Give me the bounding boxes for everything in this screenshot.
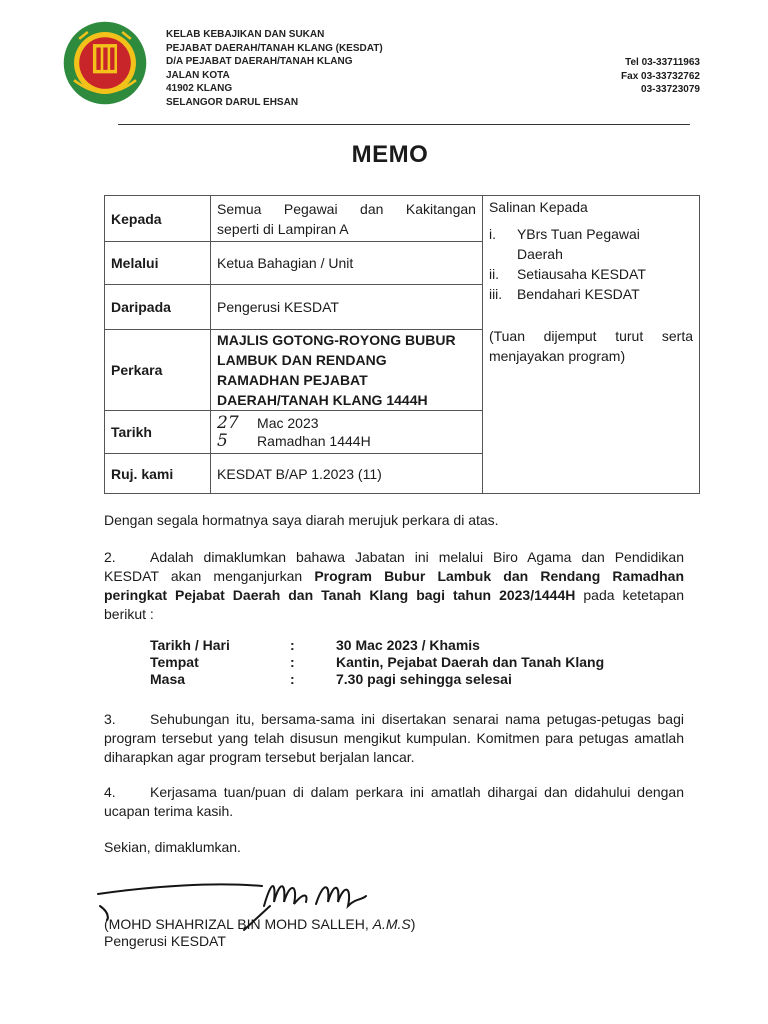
org-line: SELANGOR DARUL EHSAN: [166, 96, 299, 108]
detail-key: Masa: [150, 671, 186, 687]
fax-number-2: 03-33723079: [641, 84, 700, 95]
paragraph-number: 4.: [104, 784, 116, 800]
handwritten-day: 5: [217, 431, 228, 451]
perkara-label: Perkara: [105, 330, 211, 411]
kepada-value: [211, 196, 483, 242]
perkara-value: [211, 330, 483, 411]
salinan-list: [489, 224, 693, 304]
tarikh-line: [217, 432, 476, 450]
perkara-line: MAJLIS GOTONG-ROYONG BUBUR: [217, 332, 456, 348]
org-line: 41902 KLANG: [166, 83, 233, 94]
fax-number: Fax 03-33732762: [621, 70, 700, 82]
detail-key: Tempat: [150, 654, 199, 670]
kesdat-logo: [62, 20, 148, 106]
paragraph-text: Sehubungan itu, bersama-sama ini disertakan senarai nama petugas-petugas bagi program tersebut yang telah disusun mengikut kumpulan. Komitmen para petugas amatlah diharapkan agar program tersebut berjalan lancar.: [104, 711, 684, 765]
detail-colon: :: [290, 637, 295, 653]
paragraph-3: [104, 710, 684, 767]
melalui-label: Melalui: [105, 242, 211, 285]
org-line: D/A PEJABAT DAERAH/TANAH KLANG: [166, 56, 353, 67]
salinan-item-text: YBrs Tuan Pegawai: [516, 226, 640, 242]
daripada-label: Daripada: [105, 285, 211, 330]
tarikh-line: [217, 414, 476, 432]
letterhead-divider: [118, 124, 690, 125]
paragraph-text: Adalah dimaklumkan bahawa Jabatan ini melalui Biro Agama dan Pendidikan KESDAT akan menganjurkan: [104, 549, 684, 584]
signatory-position: Pengerusi KESDAT: [104, 933, 226, 949]
detail-value: 7.30 pagi sehingga selesai: [336, 671, 512, 687]
salinan-title: Salinan Kepada: [488, 199, 588, 215]
event-details: [150, 637, 604, 688]
bracket: ): [410, 916, 416, 932]
contact-numbers: [560, 56, 700, 97]
signatory-honorific: A.M.S: [372, 916, 411, 932]
salinan-item: [489, 244, 693, 264]
melalui-value: Ketua Bahagian / Unit: [211, 242, 483, 285]
detail-colon: :: [290, 654, 295, 670]
detail-row: [150, 637, 604, 654]
ruj-label: Ruj. kami: [105, 454, 211, 494]
tarikh-hijri: Ramadhan 1444H: [257, 433, 371, 449]
kepada-line: Semua Pegawai dan Kakitangan: [217, 200, 476, 217]
salinan-note-line: (Tuan dijemput turut serta: [488, 328, 693, 344]
paragraph-4: [104, 783, 684, 821]
salinan-item: [489, 264, 693, 284]
tarikh-month: Mac 2023: [257, 415, 319, 431]
salinan-item: [489, 284, 693, 304]
kepada-label: Kepada: [105, 196, 211, 242]
salinan-note: [489, 326, 693, 366]
detail-row: [150, 671, 604, 688]
paragraph-number: 2.: [104, 549, 116, 565]
bracket: (: [104, 916, 109, 932]
program-name: Program Bubur Lambuk dan Rendang Ramadhan peringkat Pejabat Daerah dan Tanah Klang bagi tahun 2023/1444H: [104, 568, 684, 603]
salinan-note-line: menjayakan program): [488, 348, 626, 364]
memo-header-table: [104, 195, 700, 494]
signatory-name: [104, 916, 415, 933]
opening-paragraph: Dengan segala hormatnya saya diarah merujuk perkara di atas.: [104, 512, 499, 528]
salinan-item-text: Bendahari KESDAT: [516, 286, 640, 302]
closing-line: Sekian, dimaklumkan.: [104, 839, 241, 855]
salinan-item-number: iii.: [488, 286, 503, 302]
handwritten-day: 27: [217, 413, 239, 433]
daripada-value: Pengerusi KESDAT: [211, 285, 483, 330]
signatory-fullname: MOHD SHAHRIZAL BIN MOHD SALLEH,: [108, 916, 373, 932]
detail-value: 30 Mac 2023 / Khamis: [336, 637, 480, 653]
tarikh-label: Tarikh: [105, 411, 211, 454]
salinan-item-text: Setiausaha KESDAT: [516, 266, 646, 282]
salinan-kepada: [482, 196, 699, 494]
detail-value: Kantin, Pejabat Daerah dan Tanah Klang: [336, 654, 605, 670]
salinan-item-number: i.: [488, 226, 496, 242]
tarikh-value: [211, 411, 483, 454]
signatory: [104, 916, 415, 950]
phone-number: Tel 03-33711963: [625, 57, 700, 68]
memo-title: MEMO: [351, 141, 429, 168]
perkara-line: LAMBUK DAN RENDANG: [217, 352, 387, 368]
salinan-item-number: ii.: [488, 266, 500, 282]
kepada-line: seperti di Lampiran A: [217, 220, 349, 237]
detail-key: Tarikh / Hari: [150, 637, 230, 653]
salinan-item-number: [489, 244, 517, 264]
detail-row: [150, 654, 604, 671]
org-line: JALAN KOTA: [166, 69, 230, 81]
salinan-item: [489, 224, 693, 244]
detail-colon: :: [290, 671, 295, 687]
paragraph-text: pada ketetapan berikut :: [104, 587, 685, 622]
perkara-line: RAMADHAN PEJABAT: [217, 372, 368, 388]
perkara-line: DAERAH/TANAH KLANG 1444H: [217, 392, 428, 408]
organisation-address: [166, 28, 383, 109]
paragraph-2: [104, 548, 684, 624]
org-line: PEJABAT DAERAH/TANAH KLANG (KESDAT): [166, 42, 383, 54]
paragraph-number: 3.: [104, 711, 116, 727]
org-line: KELAB KEBAJIKAN DAN SUKAN: [166, 29, 325, 40]
salinan-item-text: Daerah: [516, 246, 563, 262]
ruj-value: KESDAT B/AP 1.2023 (11): [211, 454, 483, 494]
paragraph-text: Kerjasama tuan/puan di dalam perkara ini amatlah dihargai dan didahului dengan ucapan terima kasih.: [104, 784, 684, 819]
